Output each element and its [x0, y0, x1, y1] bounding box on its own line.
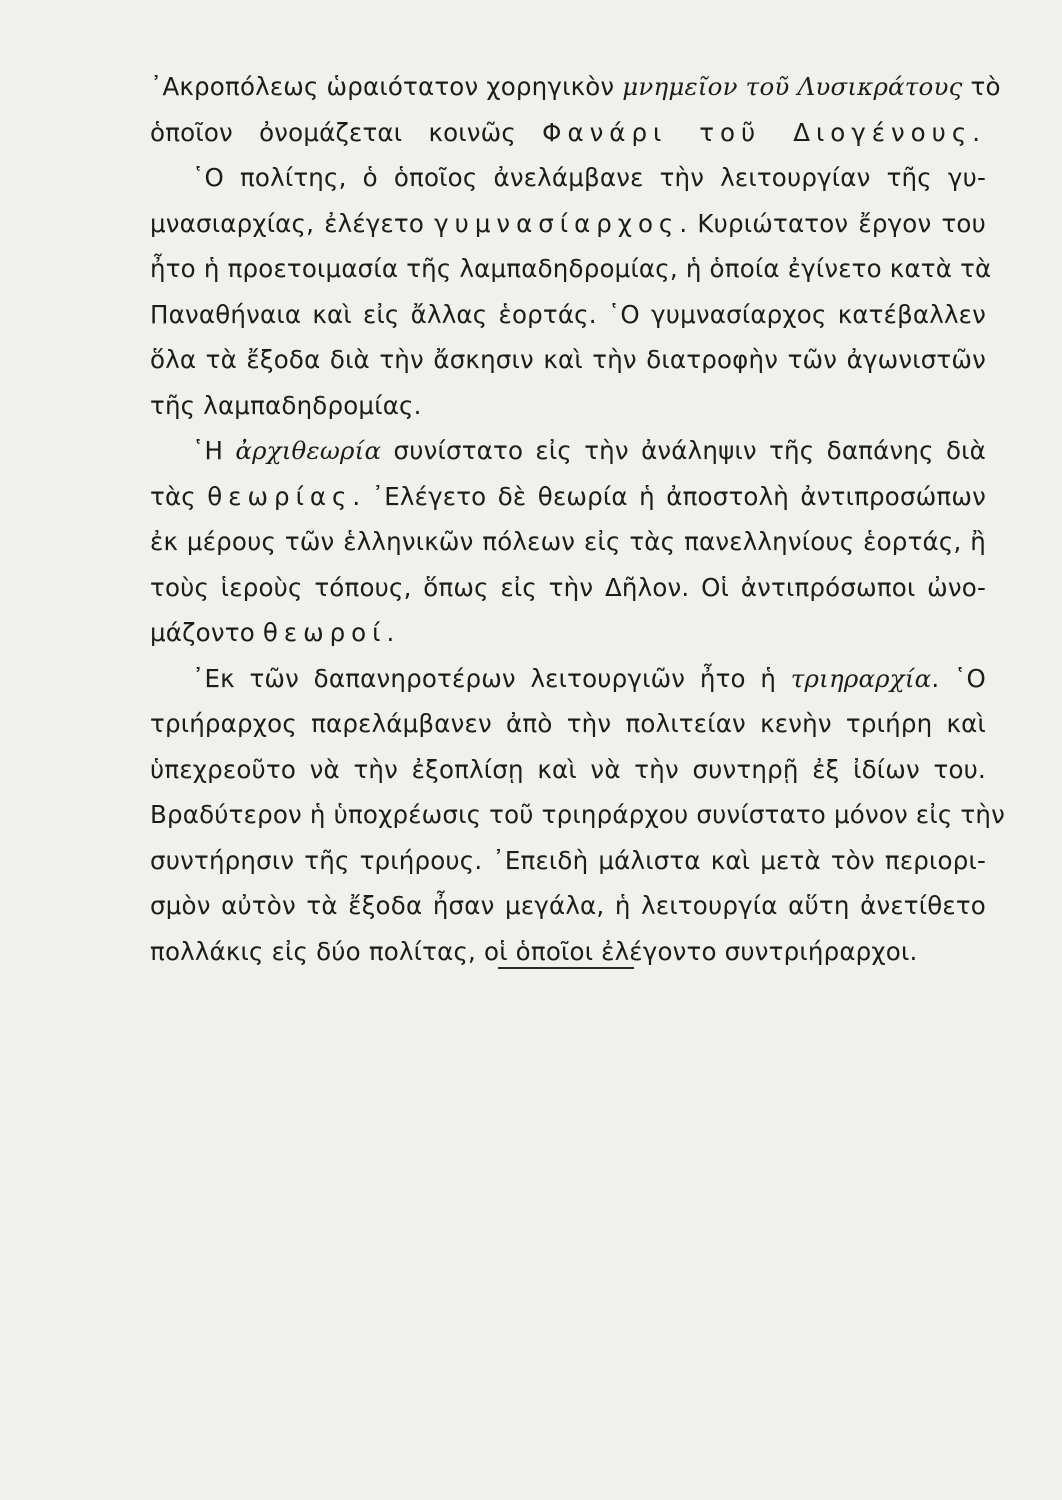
text-line: σμὸν αὐτὸν τὰ ἔξοδα ἦσαν μεγάλα, ἡ λειτουργία αὕτη ἀνετίθετο	[150, 891, 986, 920]
italic-phrase: ἀρχιθεωρία	[235, 436, 382, 465]
text-line: ὑπεχρεοῦτο νὰ τὴν ἐξοπλίσῃ καὶ νὰ τὴν συντηρῇ ἐξ ἰδίων του.	[150, 754, 986, 784]
text-line: ὁποῖον ὀνομάζεται κοινῶς Φανάρι τοῦ Διογένους.	[150, 117, 986, 147]
text-line: ὅλα τὰ ἔξοδα διὰ τὴν ἄσκησιν καὶ τὴν διατροφὴν τῶν ἀγωνιστῶν	[150, 345, 986, 374]
text-line: συντήρησιν τῆς τριήρους. ᾿Επειδὴ μάλιστα καὶ μετὰ τὸν περιορι-	[150, 845, 986, 875]
text-line: ἐκ μέρους τῶν ἑλληνικῶν πόλεων εἰς τὰς πανελληνίους ἑορτάς, ἢ	[150, 527, 986, 556]
text-line: τῆς λαμπαδηδρομίας.	[150, 390, 422, 420]
section-divider	[498, 967, 634, 969]
italic-phrase: μνημεῖον τοῦ Λυσικράτους	[622, 72, 963, 101]
text-line: ἦτο ἡ προετοιμασία τῆς λαμπαδηδρομίας, ἡ ὁποία ἐγίνετο κατὰ τὰ	[150, 254, 992, 283]
text-line: τριήραρχος παρελάμβανεν ἀπὸ τὴν πολιτείαν κενὴν τριήρη καὶ	[150, 709, 986, 738]
text-line: ᾿Ακροπόλεως ὡραιότατον χορηγικὸν μνημεῖον τοῦ Λυσικράτους τὸ	[150, 72, 1001, 101]
text-line: μάζοντο θεωροί.	[150, 618, 395, 647]
spaced-phrase: θεωρίας	[207, 481, 353, 511]
text-line: τὰς θεωρίας. ᾿Ελέγετο δὲ θεωρία ἡ ἀποστολὴ ἀντιπροσώπων	[150, 481, 986, 511]
italic-phrase: τριηραρχία	[790, 663, 932, 693]
text-line: πολλάκις εἰς δύο πολίτας, οἱ ὁποῖοι ἐλέγοντο συντριήραρχοι.	[150, 936, 918, 966]
spaced-phrase: Φανάρι τοῦ Διογένους.	[542, 117, 986, 147]
text-line: ῾Ο πολίτης, ὁ ὁποῖος ἀνελάμβανε τὴν λειτουργίαν τῆς γυ-	[192, 163, 986, 192]
body-text	[150, 64, 1005, 974]
text-line: Παναθήναια καὶ εἰς ἄλλας ἑορτάς. ῾Ο γυμνασίαρχος κατέβαλλεν	[150, 299, 986, 329]
text-line: τοὺς ἱεροὺς τόπους, ὅπως εἰς τὴν Δῆλον. Οἱ ἀντιπρόσωποι ὠνο-	[150, 572, 986, 602]
spaced-phrase: θεωροί	[262, 618, 387, 647]
text-line: ᾿Εκ τῶν δαπανηροτέρων λειτουργιῶν ἦτο ἡ τριηραρχία. ῾Ο	[192, 663, 986, 693]
spaced-phrase: γυμνασίαρχος	[434, 208, 680, 238]
text-line: μνασιαρχίας, ἐλέγετο γυμνασίαρχος. Κυριώτατον ἔργον του	[150, 208, 986, 238]
text-line: Βραδύτερον ἡ ὑποχρέωσις τοῦ τριηράρχου συνίστατο μόνον εἰς τὴν	[150, 800, 1005, 829]
text-line: ῾Η ἀρχιθεωρία συνίστατο εἰς τὴν ἀνάληψιν τῆς δαπάνης διὰ	[192, 436, 986, 465]
